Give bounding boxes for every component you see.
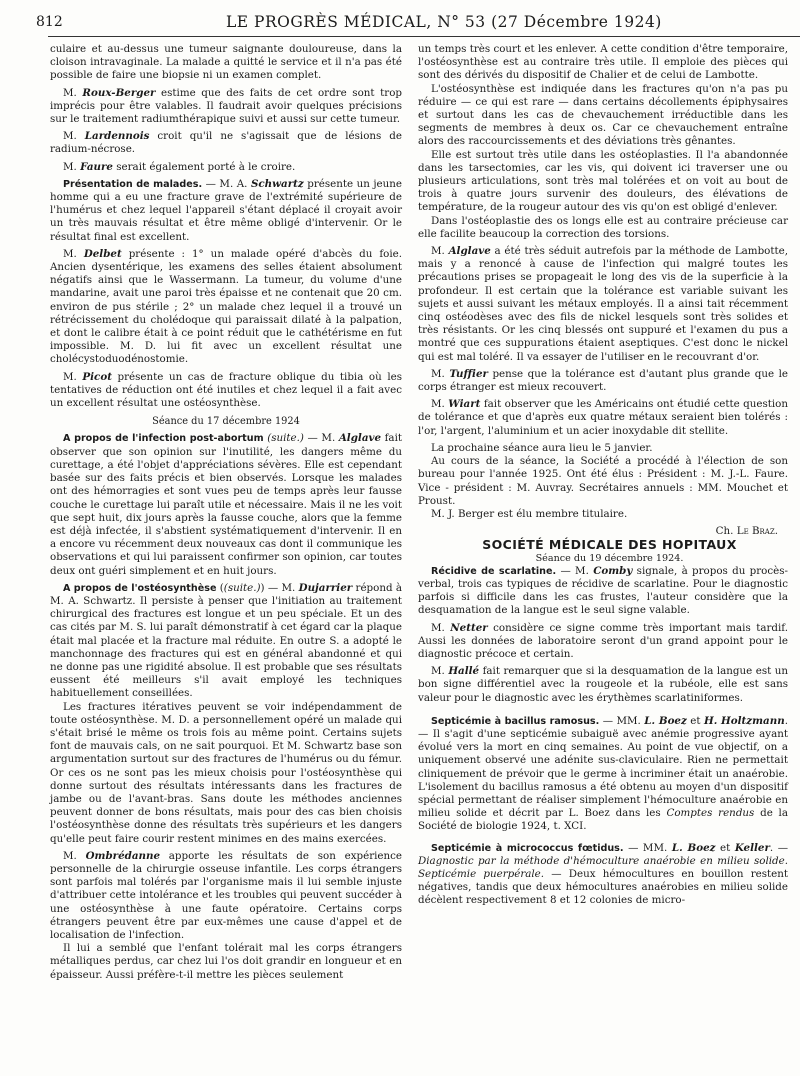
author-name: L. Boez bbox=[671, 841, 716, 854]
author-name: Comby bbox=[593, 564, 633, 577]
author-name: Hallé bbox=[448, 665, 480, 678]
paragraph: M. Roux-Berger estime que des faits de cet ordre sont trop imprécis pour être valables. Il faudrait avoir quelques précisions sur le traitement radiumthérapique suivi et aussi sur cette tumeur. bbox=[50, 86, 402, 126]
paragraph: Au cours de la séance, la Société a procédé à l'élection de son bureau pour l'année 1925. Ont été élus : Président : M. J.-L. Faure. Vice - président : M. Auvray. Secrétaires annuels : MM. Mouchet et Proust. bbox=[418, 455, 788, 507]
paragraph: M. Picot présente un cas de fracture oblique du tibia où les tentatives de réduction ont été inutiles et chez lequel il a fait avec un excellent résultat une ostéosynthèse. bbox=[50, 370, 403, 410]
running-title: LE PROGRÈS MÉDICAL, N° 53 (27 Décembre 1924) bbox=[226, 13, 662, 31]
author-name: Ombrédanne bbox=[85, 849, 161, 862]
paragraph: L'ostéosynthèse est indiquée dans les fractures qu'on n'a pas pu réduire — ce qui est rare — dans certains décollements épiphysaires et surtout dans les cas de chevauchement irréductible dans les segments de membres à deux os. Car ce chevauchement entraîne alors des raccourcissements et des déviations très gênantes. bbox=[418, 82, 788, 148]
paragraph: M. Ombrédanne apporte les résultats de son expérience personnelle de la chirurgie osseuse infantile. Les corps étrangers sont parfois mal tolérés par l'organisme mais il lui semble injuste d'attribuer cette intolérance et les troubles qui peuvent succéder à une ostéosynthèse à une faute opératoire. Certains corps étrangers peuvent être par eux-mêmes une cause d'appel et de localisation de l'infection. bbox=[50, 849, 402, 941]
topic-heading: A propos de l'infection post-abortum bbox=[63, 433, 264, 445]
paragraph: Septicémie à bacillus ramosus. — MM. L. Boez et H. Holtzmann. — Il s'agit d'une septicémie subaiguë avec anémie progressive ayant évolué vers la mort en cinq semaines. Au point de vue objectif, on a uniquement observé une adénite sus-claviculaire. Rien ne permettait cliniquement de prévoir que le germe à incriminer était un anaérobie. L'isolement du bacillus ramosus a été obtenu au moyen d'un dispositif spécial permettant de réaliser simplement l'hémoculture anaérobie en milieu solide et décrit par L. Boez dans les Comptes rendus de la Société de biologie 1924, t. XCI. bbox=[418, 714, 788, 833]
topic-heading: Septicémie à bacillus ramosus. bbox=[431, 715, 600, 727]
page-header bbox=[36, 12, 800, 36]
paragraph: M. Netter considère ce signe comme très important mais tardif. Aussi les données de laboratoire seront d'un grand appoint pour le diagnostic précoce et certain. bbox=[418, 621, 788, 660]
author-name: H. Holtzmann bbox=[703, 714, 785, 727]
author-name: L. Boez bbox=[644, 714, 687, 727]
paragraph: M. Hallé fait remarquer que si la desquamation de la langue est un bon signe différentiel avec la rougeole et la rubéole, elle est sans valeur pour le diagnostic avec les érythèmes scarlatiniformes. bbox=[418, 665, 788, 704]
paragraph: Les fractures itératives peuvent se voir indépendamment de toute ostéosynthèse. M. D. a personnellement opéré un malade qui s'était brisé le même os trois fois au même point. Certains sujets font de mauvais cals, on ne sait pourquoi. Et M. Schwartz base son argumentation surtout sur des fractures de l'humérus ou du fémur. Or ces os ne sont pas les mieux choisis pour l'ostéosynthèse qui donne surtout des résultats intéressants dans les fractures de jambe ou de l'avant-bras. Sans doute les méthodes anciennes peuvent donner de bons résultats, mais pour des cas bien choisis l'ostéosynthèse donne des résultats très supérieurs et les dangers qu'elle peut faire courir restent minimes en des mains exercées. bbox=[50, 700, 402, 845]
author-name: Netter bbox=[450, 621, 488, 634]
paragraph: Il lui a semblé que l'enfant tolérait mal les corps étrangers métalliques perdus, car chez lui l'os doit grandir en longueur et en épaisseur. Aussi préfère-t-il mettre les pièces seulement bbox=[50, 942, 402, 981]
paragraph: A propos de l'ostéosynthèse ((suite.)) — M. Dujarrier répond à M. A. Schwartz. Il persiste à penser que l'initiation au traitement chirurgical des fractures est longue et un peu spéciale. Et un des cas cités par M. S. lui paraît démonstratif à cet égard car la plaque était mal placée et la fracture mal réduite. En outre S. a adopté le manchonnage des fractures qui est en général abandonné et qui ne donne pas une rigidité absolue. Il est probable que ses résultats eussent été meilleurs s'il avait employé les techniques habituellement conseillées. bbox=[50, 581, 403, 700]
section-title: SOCIÉTÉ MÉDICALE DES HOPITAUX bbox=[482, 537, 737, 553]
author-name: Faure bbox=[80, 160, 113, 173]
paragraph: M. Lardennois croit qu'il ne s'agissait que de lésions de radium-nécrose. bbox=[50, 130, 402, 156]
author-name: Roux-Berger bbox=[82, 86, 156, 99]
paragraph: Septicémie à micrococcus fœtidus. — MM. L. Boez et Keller. — Diagnostic par la méthode d'hémoculture anaérobie en milieu solide. Septicémie puerpérale. — Deux hémocultures en bouillon restent négatives, tandis que deux hémocultures anaérobies en milieu solide décèlent respectivement 8 et 12 colonies de micro- bbox=[418, 841, 789, 907]
section-date: Séance du 19 décembre 1924. bbox=[535, 552, 684, 564]
author-name: Lardennois bbox=[84, 130, 150, 143]
page-number: 812 bbox=[36, 14, 63, 30]
paragraph: M. Wiart fait observer que les Américains ont étudié cette question de tolérance et que d'après eux quatre métaux seraient bien tolérés : l'or, l'argent, l'aluminium et un acier inoxydable dit stellite. bbox=[418, 398, 789, 437]
author-name: Wiart bbox=[448, 398, 481, 411]
topic-heading: Récidive de scarlatine. bbox=[431, 565, 557, 577]
paragraph: Récidive de scarlatine. — M. Comby signale, à propos du procès-verbal, trois cas typiques de récidive de scarlatine. Pour le diagnostic parfois si difficile dans les cas frustes, l'auteur considère que la desquamation de la langue est le seul signe valable. bbox=[418, 564, 789, 617]
author-name: Picot bbox=[82, 370, 112, 383]
paragraph: M. Tuffier pense que la tolérance est d'autant plus grande que le corps étranger est mieux recouvert. bbox=[418, 367, 788, 394]
paragraph: A propos de l'infection post-abortum (suite.) — M. Alglave fait observer que son opinion sur l'inutilité, les dangers même du curettage, a été l'objet d'appréciations sévères. Elle est cependant basée sur des faits précis et bien observés. Lorsque les malades ont des hémorragies et sont vues peu de temps après leur fausse couche le curettage lui paraît utile et nécessaire. Mais il ne les voit que sept huit, dix jours après la fausse couche, alors que la femme est déjà infectée, il s'abstient systématiquement d'intervenir. Il en a encore vu récemment deux nouveaux cas dont il communique les observations et qui lui paraissent confirmer son opinion, car toutes deux ont guéri simplement et en huit jours. bbox=[50, 432, 402, 577]
author-name: Alglave bbox=[338, 432, 382, 445]
paragraph: Présentation de malades. — M. A. Schwartz présente un jeune homme qui a eu une fracture grave de l'extrémité supérieure de l'humérus et chez lequel l'appareil s'étant déplacé il croyait avoir un très mauvais résultat et être même obligé d'intervenir. Or le résultat final est excellent. bbox=[50, 177, 402, 243]
topic-heading: Présentation de malades. bbox=[63, 178, 203, 190]
paragraph: M. Delbet présente : 1° un malade opéré d'abcès du foie. Ancien dysentérique, les examens des selles étaient absolument négatifs ainsi que le Wassermann. La tumeur, du volume d'une mandarine, avait une paroi très épaisse et ne contenait que 20 cm. environ de pus stérile ; 2° un malade chez lequel il a trouvé un rétrécissement du cholédoque qui paraissait dilaté à la palpation, et dont le calibre était à ce point réduit que le cathétérisme en fut impossible. M. D. lui fit avec un excellent résultat une cholécystoduodénostomie. bbox=[50, 247, 402, 366]
paragraph: Elle est surtout très utile dans les ostéoplasties. Il l'a abandonnée dans les tarsectomies, car les vis, qui doivent ici traverser une ou plusieurs articulations, sont très mal tolérées et on voit au bout de trois à quatre jours survenir des douleurs, des élévations de température, de la rougeur autour des vis qu'on est obligé d'enlever. bbox=[418, 148, 788, 214]
paragraph: un temps très court et les enlever. A cette condition d'être temporaire, l'ostéosynthèse est au contraire très utile. Il emploie des pièces qui sont des dérivés du dispositif de Chalier et de celui de Lambotte. bbox=[418, 43, 788, 82]
paragraph: La prochaine séance aura lieu le 5 janvier. bbox=[431, 441, 653, 454]
topic-heading: Septicémie à micrococcus fœtidus. bbox=[431, 842, 624, 854]
author-name: Alglave bbox=[448, 245, 491, 258]
paragraph: M. Alglave a été très séduit autrefois par la méthode de Lambotte, mais y a renoncé à cause de l'infection qui malgré toutes les précautions prises se propageait le long des vis de la superficie à la profondeur. Il est certain que la tolérance est variable suivant les sujets et aussi suivant les métaux employés. Il a ainsi tait récemment cinq ostéodèses avec des fils de nickel lesquels sont très solides et très résistants. Or les cinq blessés ont suppuré et l'examen du pus a montré que ces suppurations étaient aseptiques. C'est donc le nickel qui est mal toléré. Il va essayer de l'utiliser en le recouvrant d'or. bbox=[418, 245, 789, 363]
author-name: Keller bbox=[734, 841, 770, 854]
signature: Ch. Le Braz. bbox=[715, 525, 778, 538]
topic-heading: A propos de l'ostéosynthèse bbox=[63, 582, 217, 594]
author-name: Dujarrier bbox=[298, 581, 353, 594]
session-date: Séance du 17 décembre 1924 bbox=[152, 416, 300, 428]
header-rule bbox=[48, 36, 800, 37]
author-name: Tuffier bbox=[449, 367, 488, 380]
author-name: Delbet bbox=[83, 247, 122, 260]
paragraph: M. J. Berger est élu membre titulaire. bbox=[431, 507, 628, 520]
author-name: Schwartz bbox=[250, 177, 304, 190]
paragraph: Dans l'ostéoplastie des os longs elle est au contraire précieuse car elle facilite beaucoup la correction des torsions. bbox=[418, 214, 788, 240]
left-column bbox=[50, 43, 402, 982]
paragraph: M. Faure serait également porté à le croire. bbox=[63, 160, 296, 173]
paragraph: culaire et au-dessus une tumeur saignante douloureuse, dans la cloison intravaginale. La malade a quitté le service et il n'a pas été possible de faire une biopsie ni un examen complet. bbox=[50, 43, 402, 82]
right-column bbox=[418, 43, 788, 908]
